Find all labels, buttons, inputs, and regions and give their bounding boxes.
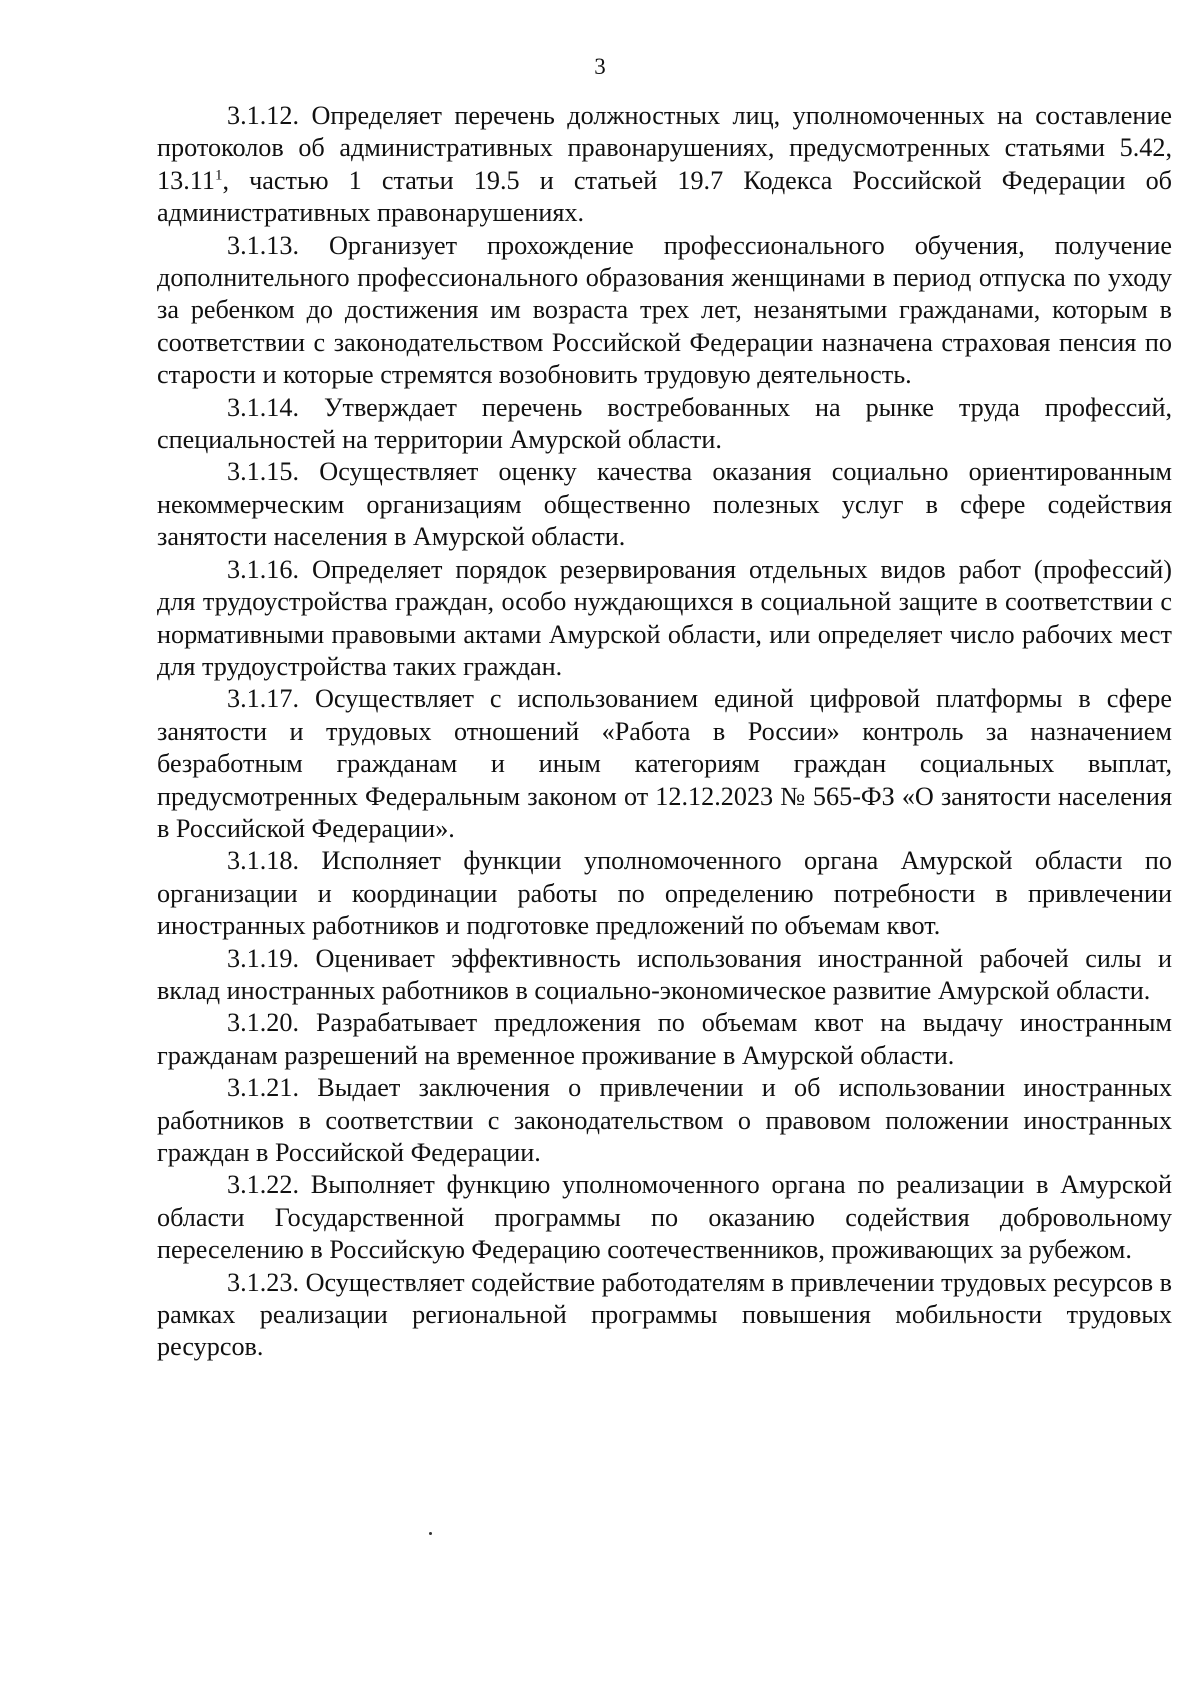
paragraph-3-1-18 (157, 845, 1172, 942)
paragraph-text: Исполняет функции уполномоченного органа Амурской области по организации и координации работы по определению потребности в привлечении иностранных работников и подготовке предложений по объемам квот. (157, 846, 1172, 941)
paragraph-3-1-22 (157, 1169, 1172, 1266)
paragraph-number: 3.1.19. (227, 943, 300, 973)
paragraph-number: 3.1.13. (227, 230, 300, 260)
scan-speck (429, 1532, 432, 1535)
paragraph-number: 3.1.21. (227, 1073, 300, 1103)
paragraph-text: Утверждает перечень востребованных на рынке труда профессий, специальностей на территории Амурской области. (157, 392, 1173, 455)
paragraph-number: 3.1.18. (227, 846, 300, 876)
footnote-superscript: 1 (214, 167, 223, 184)
paragraph-text-start: Определяет перечень должностных лиц, уполномоченных на составление протоколов об административных правонарушениях, предусмотренных статьями 5.42, 13.11 (157, 101, 1172, 195)
paragraph-text: Осуществляет оценку качества оказания социально ориентированным некоммерческим организациям общественно полезных услуг в сфере содействия занятости населения в Амурской области. (157, 457, 1173, 552)
paragraph-text: Осуществляет содействие работодателям в привлечении трудовых ресурсов в рамках реализации региональной программы повышения мобильности трудовых ресурсов. (157, 1267, 1173, 1362)
paragraph-3-1-15 (157, 456, 1172, 553)
paragraph-text: Организует прохождение профессионального обучения, получение дополнительного профессионального образования женщинами в период отпуска по уходу за ребенком до достижения им возраста трех лет, незанятыми гражданами, которым в соответствии с законодательством Российской Федерации назначена страховая пенсия по старости и которые стремятся возобновить трудовую деятельность. (157, 230, 1172, 390)
paragraph-3-1-14 (157, 392, 1172, 457)
paragraph-number: 3.1.17. (227, 684, 300, 714)
paragraph-3-1-20 (157, 1007, 1172, 1072)
paragraph-text: Выдает заключения о привлечении и об использовании иностранных работников в соответствии с законодательством о правовом положении иностранных граждан в Российской Федерации. (157, 1073, 1173, 1167)
paragraph-3-1-13 (157, 230, 1172, 392)
paragraph-3-1-23 (157, 1267, 1172, 1364)
paragraph-3-1-19 (157, 943, 1172, 1008)
paragraph-3-1-12 (157, 100, 1172, 230)
paragraph-text: Осуществляет с использованием единой цифровой платформы в сфере занятости и трудовых отношений «Работа в России» контроль за назначением безработным гражданам и иным категориям граждан социальных выплат, предусмотренных Федеральным законом от 12.12.2023 № 565-ФЗ «О занятости населения в Российской Федерации». (157, 684, 1172, 843)
paragraph-3-1-21 (157, 1072, 1172, 1169)
paragraph-text: Определяет порядок резервирования отдельных видов работ (профессий) для трудоустройства граждан, особо нуждающихся в социальной защите в соответствии с нормативными правовыми актами Амурской области, или определяет число рабочих мест для трудоустройства таких граждан. (157, 554, 1173, 681)
paragraph-number: 3.1.16. (227, 554, 300, 584)
paragraph-number: 3.1.12. (227, 101, 300, 130)
paragraph-text: Оценивает эффективность использования иностранной рабочей силы и вклад иностранных работников в социально-экономическое развитие Амурской области. (157, 943, 1173, 1005)
paragraph-number: 3.1.23. (227, 1267, 300, 1297)
paragraph-text: Разрабатывает предложения по объемам квот на выдачу иностранным гражданам разрешений на временное проживание в Амурской области. (157, 1008, 1172, 1070)
paragraph-number: 3.1.20. (227, 1008, 300, 1038)
document-body (157, 100, 1172, 1364)
paragraph-3-1-17 (157, 683, 1172, 845)
paragraph-3-1-16 (157, 554, 1172, 684)
paragraph-number: 3.1.15. (227, 457, 300, 487)
paragraph-text: Выполняет функцию уполномоченного органа по реализации в Амурской области Государственной программы по оказанию содействия добровольному переселению в Российскую Федерацию соотечественников, проживающих за рубежом. (157, 1170, 1173, 1265)
paragraph-number: 3.1.14. (227, 392, 300, 422)
paragraph-number: 3.1.22. (227, 1170, 300, 1200)
page-number: 3 (594, 54, 606, 79)
paragraph-text-end: , частью 1 статьи 19.5 и статьей 19.7 Кодекса Российской Федерации об административных правонарушениях. (157, 165, 1172, 228)
